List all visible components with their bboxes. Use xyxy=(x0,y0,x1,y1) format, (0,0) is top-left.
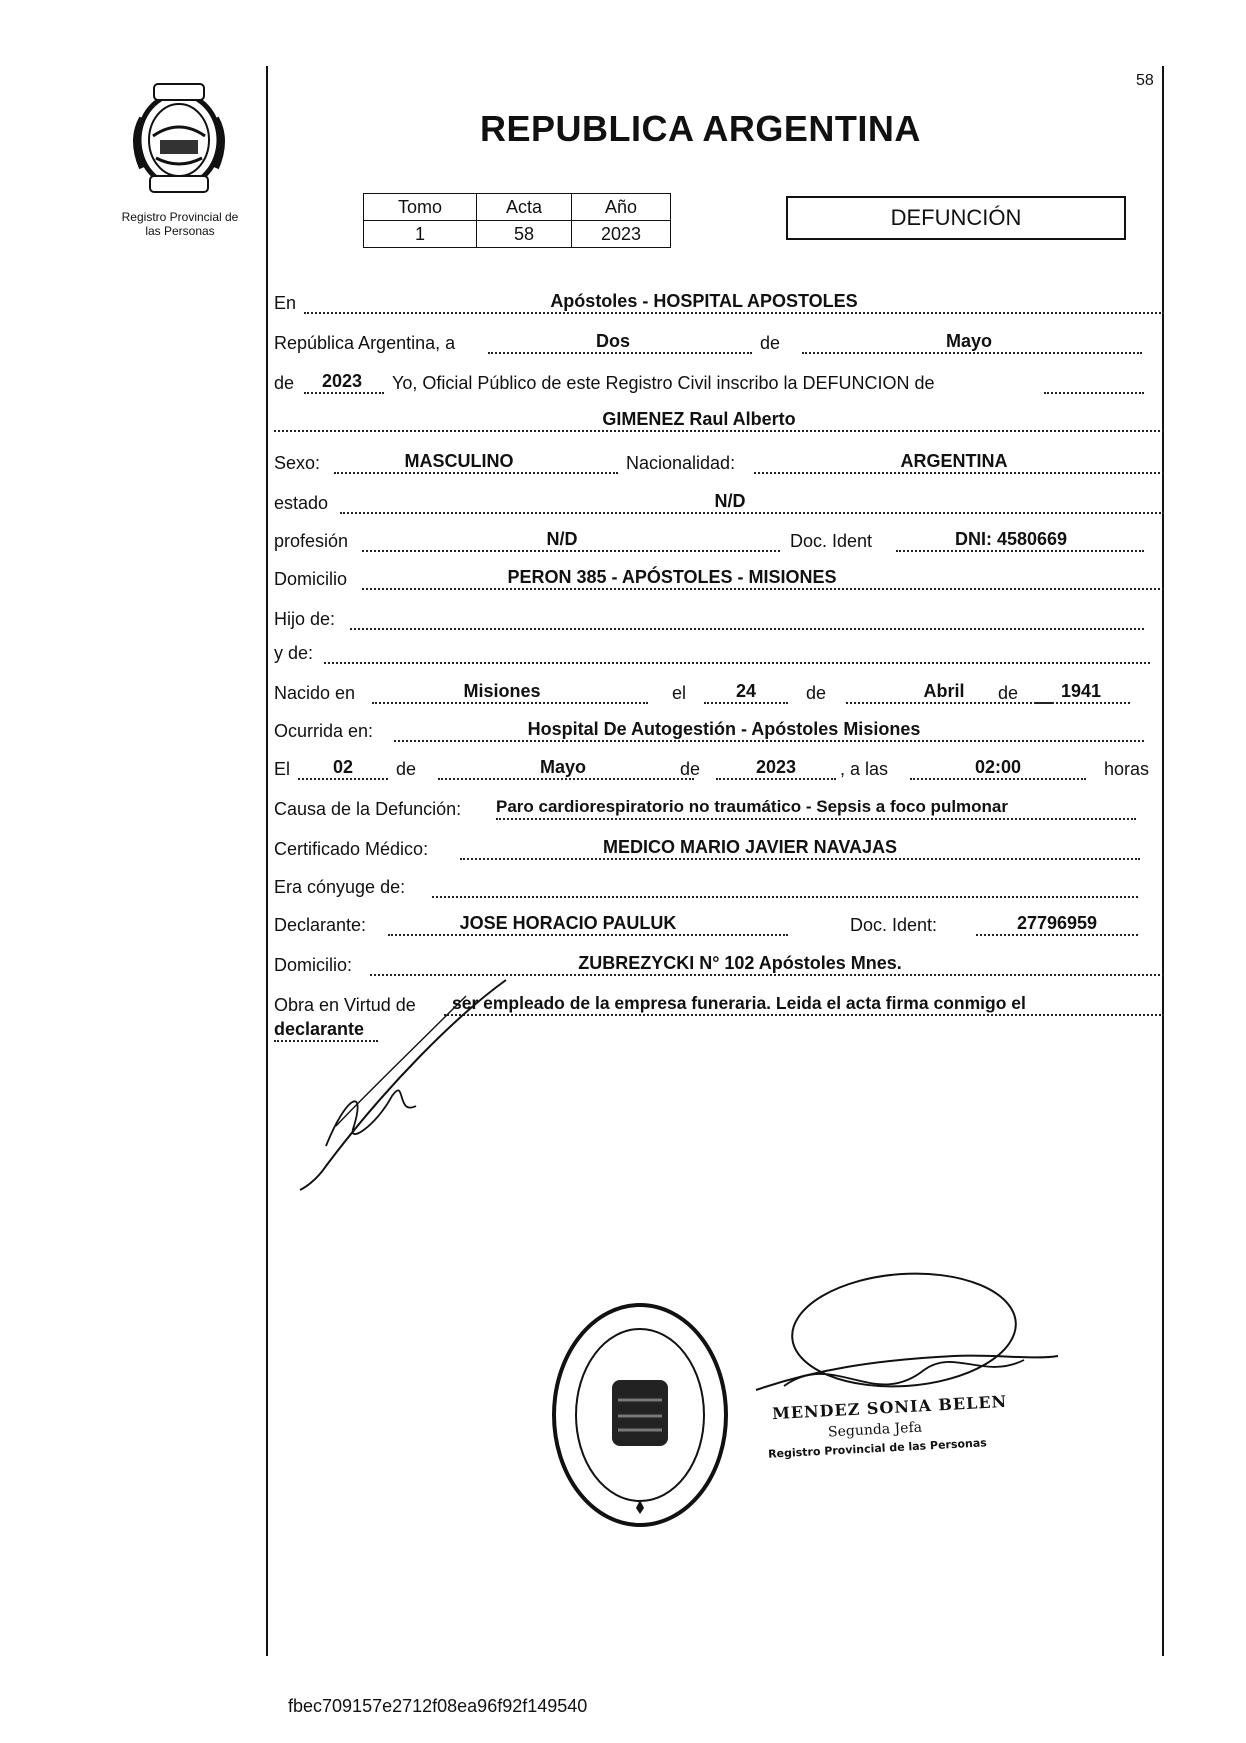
registry-label-line2: las Personas xyxy=(145,224,215,238)
inscribo-text: Yo, Oficial Público de este Registro Civil inscribo la DEFUNCION de xyxy=(392,373,935,393)
registry-label-line1: Registro Provincial de xyxy=(121,210,239,224)
causa-value: Paro cardiorespiratorio no traumático - Sepsis a foco pulmonar xyxy=(496,797,1009,816)
estado-value: N/D xyxy=(714,491,746,511)
estado-label: estado xyxy=(274,493,329,513)
row-ocurrida-en xyxy=(274,718,1164,744)
defuncion-anio-value: 2023 xyxy=(755,757,797,777)
row-y-de xyxy=(274,640,1164,666)
sexo-value: MASCULINO xyxy=(404,451,514,471)
row-declarante xyxy=(274,912,1164,938)
nacido-label: Nacido en xyxy=(274,683,356,703)
row-fecha-defuncion xyxy=(274,756,1164,782)
document-hash: fbec709157e2712f08ea96f92f149540 xyxy=(288,1696,588,1716)
misiones-coat-of-arms-logo xyxy=(120,78,238,198)
a-las-label: , a las xyxy=(840,759,889,779)
horas-label: horas xyxy=(1104,759,1150,779)
nacimiento-mes-value: Abril xyxy=(923,681,965,701)
nacimiento-anio-value: 1941 xyxy=(1060,681,1102,701)
document-title: REPUBLICA ARGENTINA xyxy=(480,108,921,149)
nacimiento-dia-value: 24 xyxy=(735,681,757,701)
dotted-line xyxy=(1044,392,1144,394)
doc-label: Doc. Ident xyxy=(790,531,873,551)
nombre-fallecido-value: GIMENEZ Raul Alberto xyxy=(602,409,796,429)
anio-prefix-label: de xyxy=(274,373,295,393)
declarante-doc-value: 27796959 xyxy=(1016,913,1098,933)
mes-value: Mayo xyxy=(945,331,992,351)
anio-inscripcion-value: 2023 xyxy=(321,371,363,391)
domicilio-value: PERON 385 - APÓSTOLES - MISIONES xyxy=(507,567,837,587)
official-role: Segunda Jefa xyxy=(827,1419,923,1441)
en-label: En xyxy=(274,293,297,313)
stamp-inner-text xyxy=(548,1300,549,1301)
dotted-line xyxy=(350,628,1144,630)
def-de1-label: de xyxy=(396,759,417,779)
profesion-label: profesión xyxy=(274,531,349,551)
tomo-acta-anio-table xyxy=(363,193,671,248)
el2-label: El xyxy=(274,759,291,779)
row-sexo-nacionalidad xyxy=(274,450,1164,476)
lugar-value: Apóstoles - HOSPITAL APOSTOLES xyxy=(550,291,858,311)
nacido-lugar-value: Misiones xyxy=(463,681,541,701)
hora-value: 02:00 xyxy=(974,757,1022,777)
de-label: de xyxy=(760,333,781,353)
left-margin-line xyxy=(266,66,268,1656)
dia-value: Dos xyxy=(595,331,630,351)
tomo-value: 1 xyxy=(364,221,477,248)
causa-label: Causa de la Defunción: xyxy=(274,799,462,819)
anio-header: Año xyxy=(572,194,671,221)
certificado-label: Certificado Médico: xyxy=(274,839,429,859)
nac-de1-label: de xyxy=(806,683,827,703)
nacionalidad-label: Nacionalidad: xyxy=(626,453,736,473)
acta-header: Acta xyxy=(477,194,572,221)
row-causa xyxy=(274,796,1164,822)
sexo-label: Sexo: xyxy=(274,453,321,473)
declarante-domicilio-label: Domicilio: xyxy=(274,955,353,975)
dotted-line xyxy=(324,662,1150,664)
obra-value: ser empleado de la empresa funeraria. Leida el acta firma conmigo el xyxy=(452,993,1026,1013)
document-type-box: DEFUNCIÓN xyxy=(786,196,1126,240)
declarant-signature xyxy=(296,976,516,1196)
official-name: MENDEZ SONIA BELEN xyxy=(771,1391,1008,1424)
registry-label xyxy=(98,210,262,238)
profesion-value: N/D xyxy=(546,529,578,549)
official-registry: Registro Provincial de las Personas xyxy=(767,1436,988,1461)
anio-value: 2023 xyxy=(572,221,671,248)
row-nacimiento xyxy=(274,680,1164,706)
row-nombre xyxy=(274,408,1164,434)
obra-value-continuation: declarante xyxy=(274,1019,365,1039)
def-de2-label: de xyxy=(680,759,701,779)
row-certificado xyxy=(274,836,1164,862)
row-anio-inscripcion xyxy=(274,370,1164,396)
defuncion-dia-value: 02 xyxy=(332,757,354,777)
nac-de2-label: de xyxy=(998,683,1019,703)
obra-label: Obra en Virtud de xyxy=(274,995,416,1015)
row-fecha-inscripcion xyxy=(274,330,1164,356)
row-profesion-doc xyxy=(274,528,1164,554)
row-hijo-de xyxy=(274,606,1164,632)
declarante-label: Declarante: xyxy=(274,915,367,935)
row-estado xyxy=(274,490,1164,516)
declarante-doc-label: Doc. Ident: xyxy=(850,915,938,935)
row-lugar xyxy=(274,290,1164,316)
hijo-de-label: Hijo de: xyxy=(274,609,336,629)
ocurrida-value: Hospital De Autogestión - Apóstoles Misiones xyxy=(527,719,921,739)
republica-label: República Argentina, a xyxy=(274,333,456,353)
row-conyuge xyxy=(274,874,1164,900)
row-declarante-domicilio xyxy=(274,952,1164,978)
doc-value: DNI: 4580669 xyxy=(954,529,1068,549)
page-number: 58 xyxy=(1136,72,1154,89)
ocurrida-label: Ocurrida en: xyxy=(274,721,374,741)
dotted-line xyxy=(432,896,1138,898)
acta-value: 58 xyxy=(477,221,572,248)
registry-official-stamp xyxy=(548,1300,732,1530)
el-label: el xyxy=(672,683,687,703)
certificado-value: MEDICO MARIO JAVIER NAVAJAS xyxy=(602,837,898,857)
row-domicilio xyxy=(274,566,1164,592)
declarante-domicilio-value: ZUBREZYCKI N° 102 Apóstoles Mnes. xyxy=(578,953,902,973)
tomo-header: Tomo xyxy=(364,194,477,221)
nacionalidad-value: ARGENTINA xyxy=(900,451,1008,471)
domicilio-label: Domicilio xyxy=(274,569,348,589)
declarante-value: JOSE HORACIO PAULUK xyxy=(459,913,677,933)
conyuge-label: Era cónyuge de: xyxy=(274,877,406,897)
defuncion-mes-value: Mayo xyxy=(539,757,586,777)
y-de-label: y de: xyxy=(274,643,314,663)
